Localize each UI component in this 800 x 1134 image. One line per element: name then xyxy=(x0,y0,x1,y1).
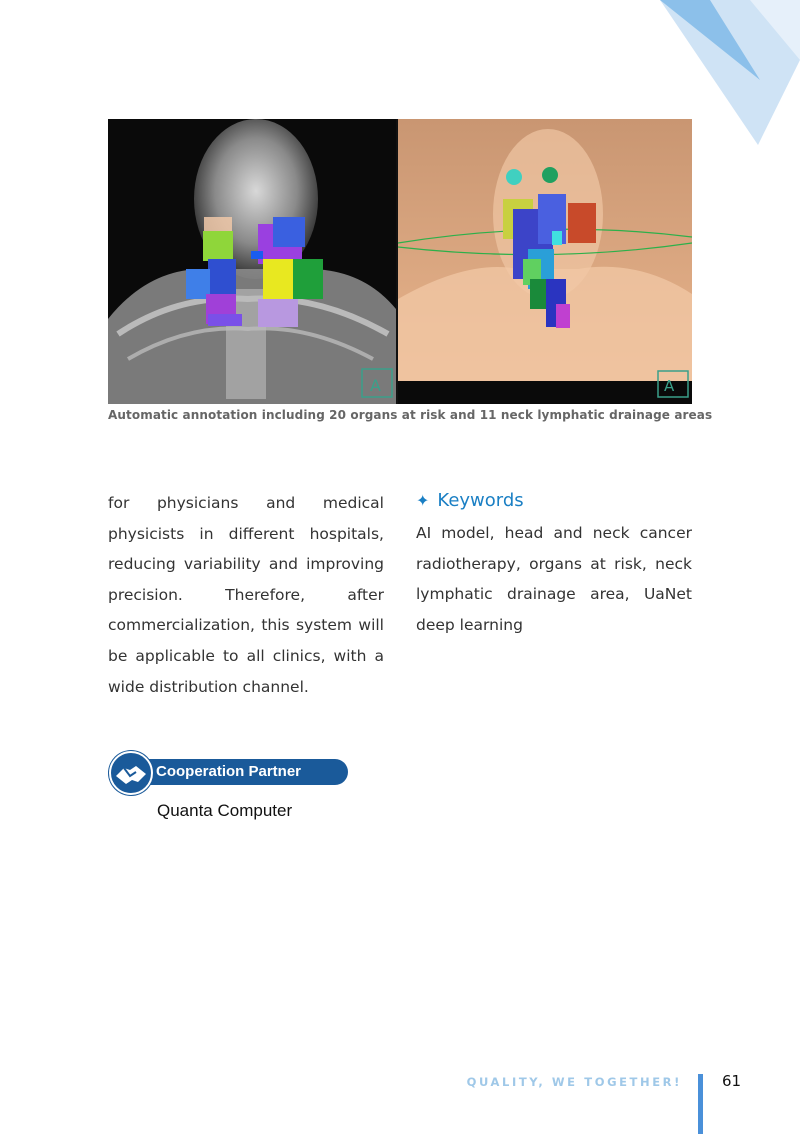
partner-label: Cooperation Partner xyxy=(156,763,302,780)
figure-caption: Automatic annotation including 20 organs at risk and 11 neck lymphatic drainage areas xyxy=(108,408,713,422)
cooperation-partner-badge xyxy=(108,750,350,798)
render-panel xyxy=(398,119,692,404)
keywords-heading xyxy=(416,486,524,516)
ct-renderings xyxy=(108,119,692,404)
right-panel-badge: A xyxy=(664,377,675,395)
keywords-heading-label: Keywords xyxy=(437,490,524,511)
handshake-icon xyxy=(108,750,154,796)
footer-slogan: QUALITY, WE TOGETHER! xyxy=(466,1075,682,1089)
body-paragraph-text: for physicians and medical physicists in different hospitals, reducing variability and improving precision. Therefore, after commercialization, this system will be applicable to all clinics, with a wide distribution channel. xyxy=(108,494,384,696)
partner-name: Quanta Computer xyxy=(157,801,293,820)
xray-panel xyxy=(108,119,396,404)
sparkle-icon: ✦ xyxy=(416,491,430,510)
left-panel-badge: A xyxy=(370,376,381,395)
annotation-figure xyxy=(108,119,692,404)
body-paragraph xyxy=(108,488,384,702)
footer-divider xyxy=(698,1074,703,1134)
page-number: 61 xyxy=(722,1072,742,1090)
keywords-text: AI model, head and neck cancer radiotherapy, organs at risk, neck lymphatic drainage area, UaNet deep learning xyxy=(416,524,692,634)
